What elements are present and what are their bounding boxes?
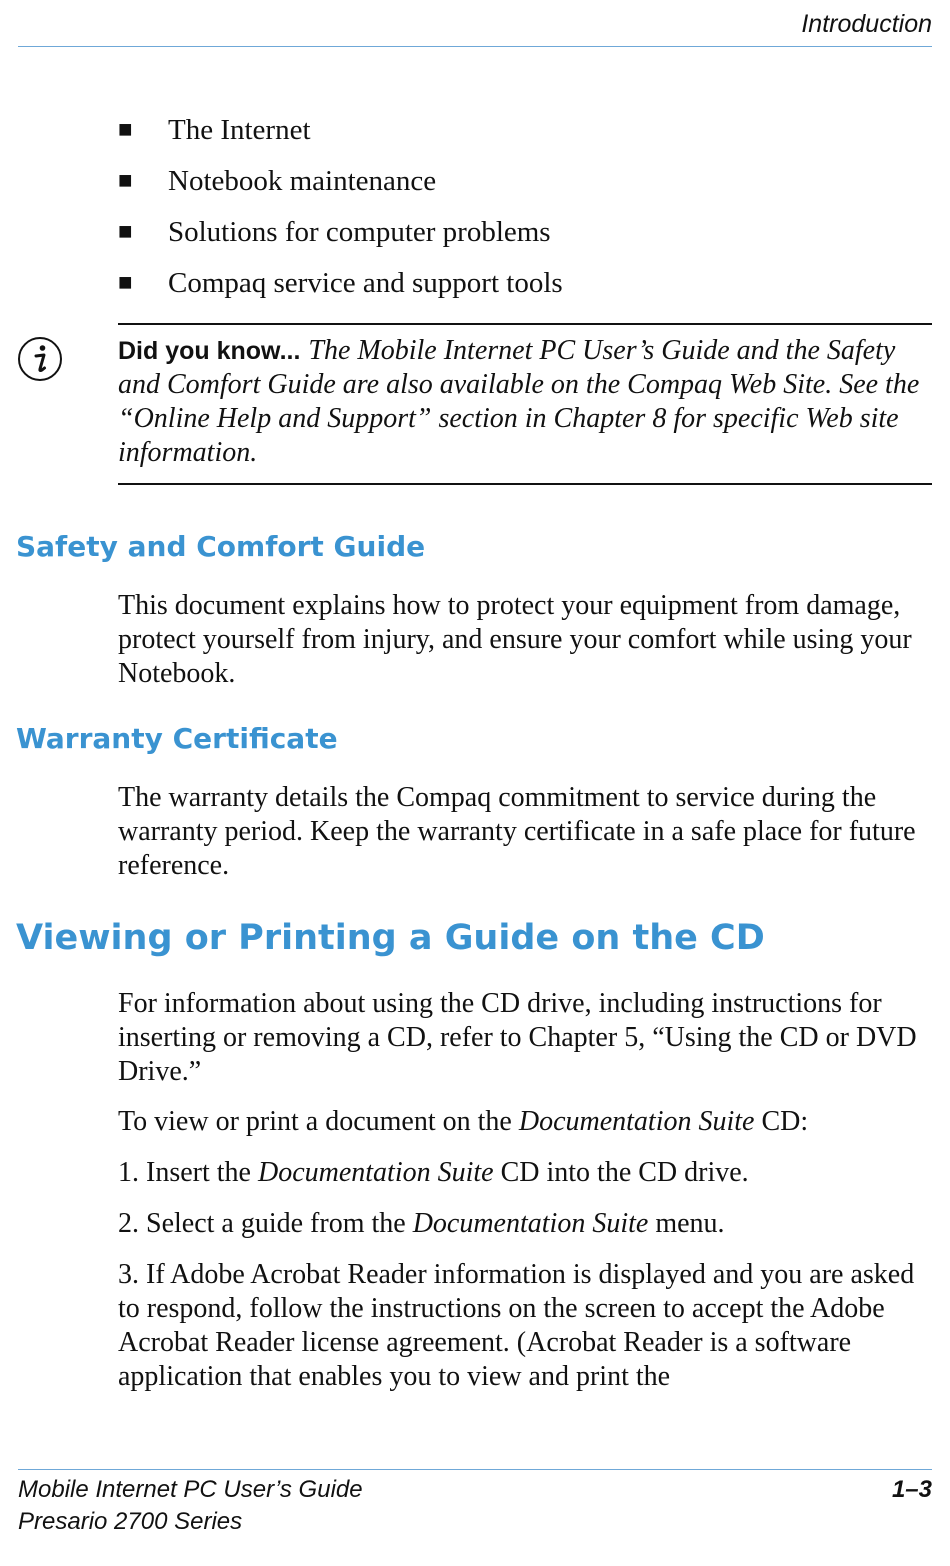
viewing-lead-post: CD:	[754, 1106, 809, 1137]
list-item	[118, 212, 563, 263]
step-3: 3. If Adobe Acrobat Reader information is displayed and you are asked to respond, follow the instructions on the screen to accept the Adobe Acrobat Reader license agreement. (Acrobat Reader is a software application that enables you to view and print the	[118, 1259, 915, 1392]
note-rule-top	[118, 323, 932, 325]
footer-series: Presario 2700 Series	[18, 1508, 243, 1535]
viewing-lead-pre: To view or print a document on the	[118, 1106, 519, 1137]
page-number: 1–3	[891, 1476, 932, 1503]
footer-left	[18, 1474, 363, 1538]
note-lead: Did you know...	[118, 337, 301, 365]
running-head: Introduction	[801, 10, 932, 38]
list-item	[118, 161, 563, 212]
list-item	[118, 263, 563, 314]
viewing-intro: For information about using the CD drive, including instructions for inserting or removing a CD, refer to Chapter 5, “Using the CD or DVD Drive.”	[118, 988, 917, 1087]
note-text: The Mobile Internet PC User’s Guide and the Safety and Comfort Guide are also available on the Compaq Web Site. See the “Online Help and Support” section in Chapter 8 for specific Web site information.	[118, 335, 920, 468]
step-1-post: CD into the CD drive.	[493, 1157, 749, 1188]
viewing-lead-em: Documentation Suite	[518, 1106, 755, 1137]
safety-body: This document explains how to protect your equipment from damage, protect yourself from injury, and ensure your comfort while using your Notebook.	[118, 590, 912, 689]
warranty-body: The warranty details the Compaq commitment to service during the warranty period. Keep the warranty certificate in a safe place for future reference.	[118, 782, 916, 881]
heading-viewing: Viewing or Printing a Guide on the CD	[16, 918, 765, 958]
bullet-text: Solutions for computer problems	[168, 216, 551, 248]
bullet-text: Notebook maintenance	[168, 165, 437, 197]
info-icon	[17, 336, 63, 382]
heading-safety: Safety and Comfort Guide	[16, 530, 426, 563]
bullet-square-icon: ■	[118, 270, 133, 296]
bullet-list	[118, 110, 563, 314]
header-rule	[18, 46, 932, 47]
bullet-text: The Internet	[168, 114, 311, 146]
list-item	[118, 110, 563, 161]
step-2-post: menu.	[648, 1208, 725, 1239]
note-rule-bottom	[118, 483, 932, 485]
viewing-lead	[118, 1105, 930, 1139]
step-2	[118, 1207, 930, 1241]
bullet-square-icon: ■	[118, 117, 133, 143]
footer-title: Mobile Internet PC User’s Guide	[18, 1476, 363, 1503]
step-2-em: Documentation Suite	[412, 1208, 649, 1239]
step-2-pre: 2. Select a guide from the	[118, 1208, 413, 1239]
step-1-em: Documentation Suite	[257, 1157, 494, 1188]
footer-rule	[18, 1469, 932, 1470]
did-you-know-note	[118, 334, 930, 470]
step-1-pre: 1. Insert the	[118, 1157, 258, 1188]
bullet-text: Compaq service and support tools	[168, 267, 563, 299]
heading-warranty: Warranty Certificate	[16, 722, 338, 755]
step-1	[118, 1156, 930, 1190]
bullet-square-icon: ■	[118, 168, 133, 194]
bullet-square-icon: ■	[118, 219, 133, 245]
